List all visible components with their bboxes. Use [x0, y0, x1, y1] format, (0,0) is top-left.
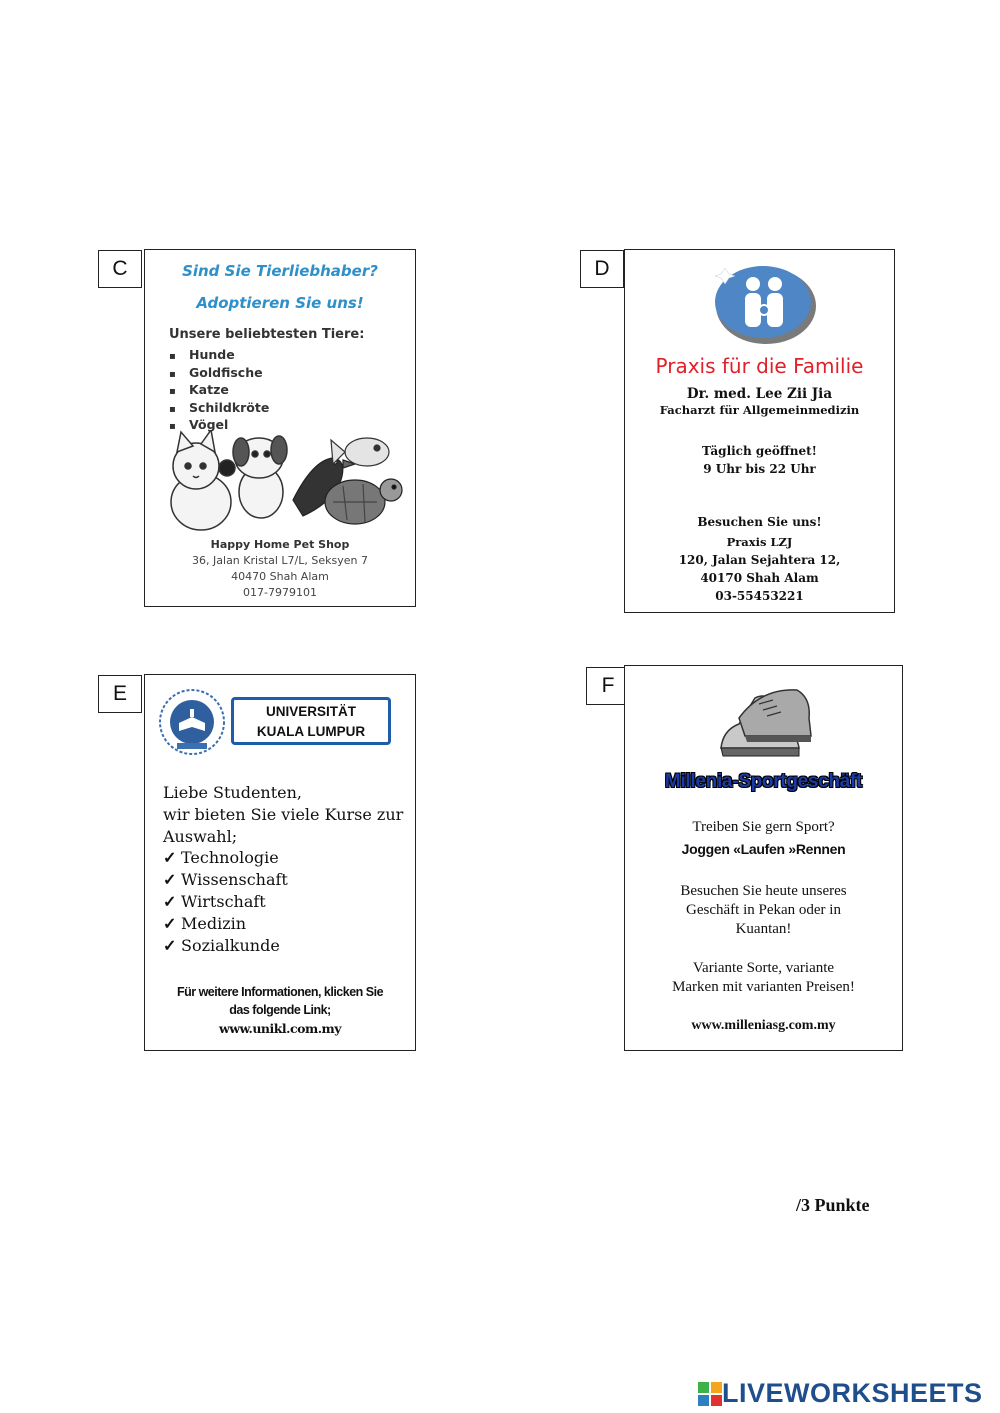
pet-intro: Unsere beliebtesten Tiere: [169, 327, 365, 342]
visit-line2: Geschäft in Pekan oder in [686, 902, 841, 918]
pet-heading-question: Sind Sie Tierliebhaber? [182, 262, 378, 280]
greeting: Liebe Studenten, [163, 783, 303, 802]
liveworksheets-text: LIVEWORKSHEETS [722, 1378, 983, 1408]
list-item: ▪ Vögel [169, 416, 269, 434]
doctor-specialty: Facharzt für Allgemeinmedizin [659, 403, 860, 417]
sport-question: Treiben Sie gern Sport? [692, 819, 835, 835]
visit-line: Besuchen Sie uns! [697, 515, 822, 529]
family-practice-ad [624, 249, 895, 613]
liveworksheets-icon [698, 1382, 722, 1406]
info-line1: Für weitere Informationen, klicken Sie [176, 985, 384, 999]
liveworksheets-logo [698, 1378, 983, 1409]
turtle-icon [325, 479, 402, 524]
pet-shop-address1: 36, Jalan Kristal L7/L, Seksyen 7 [192, 554, 368, 567]
variety-line1: Variante Sorte, variante [692, 960, 835, 976]
visit-line3: Kuantan! [735, 921, 792, 937]
list-item: ▪ Goldfische [169, 364, 269, 382]
university-ad [144, 674, 416, 1051]
course-list [163, 847, 288, 957]
practice-name: Praxis LZJ [726, 535, 793, 549]
label-e: E [98, 675, 142, 713]
list-item: ▪ Hunde [169, 346, 269, 364]
body-line1: wir bieten Sie viele Kurse zur [163, 805, 404, 824]
list-item: ✓ Sozialkunde [163, 935, 288, 957]
practice-street: 120, Jalan Sejahtera 12, [678, 553, 841, 567]
sports-shop-ad [624, 665, 903, 1051]
list-item: ✓ Wirtschaft [163, 891, 288, 913]
doctor-name: Dr. med. Lee Zii Jia [686, 386, 833, 402]
university-link[interactable]: www.unikl.com.my [218, 1021, 342, 1036]
sports-shop-website[interactable]: www.milleniasg.com.my [691, 1018, 836, 1033]
sport-activities: Joggen «Laufen »Rennen [681, 841, 846, 857]
university-name-line1: UNIVERSITÄT [265, 704, 356, 719]
points-label: /3 Punkte [796, 1195, 870, 1215]
opening-line: Täglich geöffnet! [702, 444, 817, 458]
family-logo-icon [711, 260, 821, 346]
list-item: ✓ Wissenschaft [163, 869, 288, 891]
pet-shop-ad [144, 249, 416, 607]
label-d: D [580, 250, 624, 288]
list-item: ▪ Schildkröte [169, 399, 269, 417]
label-c: C [98, 250, 142, 288]
pet-animal-list [169, 346, 269, 434]
cat-icon [171, 430, 231, 530]
pet-shop-address2: 40470 Shah Alam [231, 570, 329, 583]
pet-shop-name: Happy Home Pet Shop [210, 538, 350, 551]
opening-hours: 9 Uhr bis 22 Uhr [703, 462, 816, 476]
pets-illustration [163, 430, 403, 540]
sports-shop-brand: Millenia-Sportgeschäft [664, 771, 863, 792]
body-line2: Auswahl; [163, 827, 238, 846]
label-f: F [586, 667, 630, 705]
list-item: ✓ Medizin [163, 913, 288, 935]
pet-heading-adopt: Adoptieren Sie uns! [196, 294, 364, 312]
practice-title: Praxis für die Familie [655, 354, 864, 378]
university-name-box [231, 697, 391, 745]
practice-city: 40170 Shah Alam [700, 571, 819, 585]
practice-phone: 03-55453221 [715, 589, 804, 603]
sneakers-icon [715, 678, 815, 764]
list-item: ✓ Technologie [163, 847, 288, 869]
university-name-line2: KUALA LUMPUR [256, 724, 366, 739]
visit-line1: Besuchen Sie heute unseres [680, 883, 847, 899]
university-crest-icon [157, 687, 227, 757]
variety-line2: Marken mit varianten Preisen! [672, 979, 855, 995]
info-line2: das folgende Link; [229, 1003, 331, 1017]
list-item: ▪ Katze [169, 381, 269, 399]
pet-shop-phone: 017-7979101 [243, 586, 317, 599]
